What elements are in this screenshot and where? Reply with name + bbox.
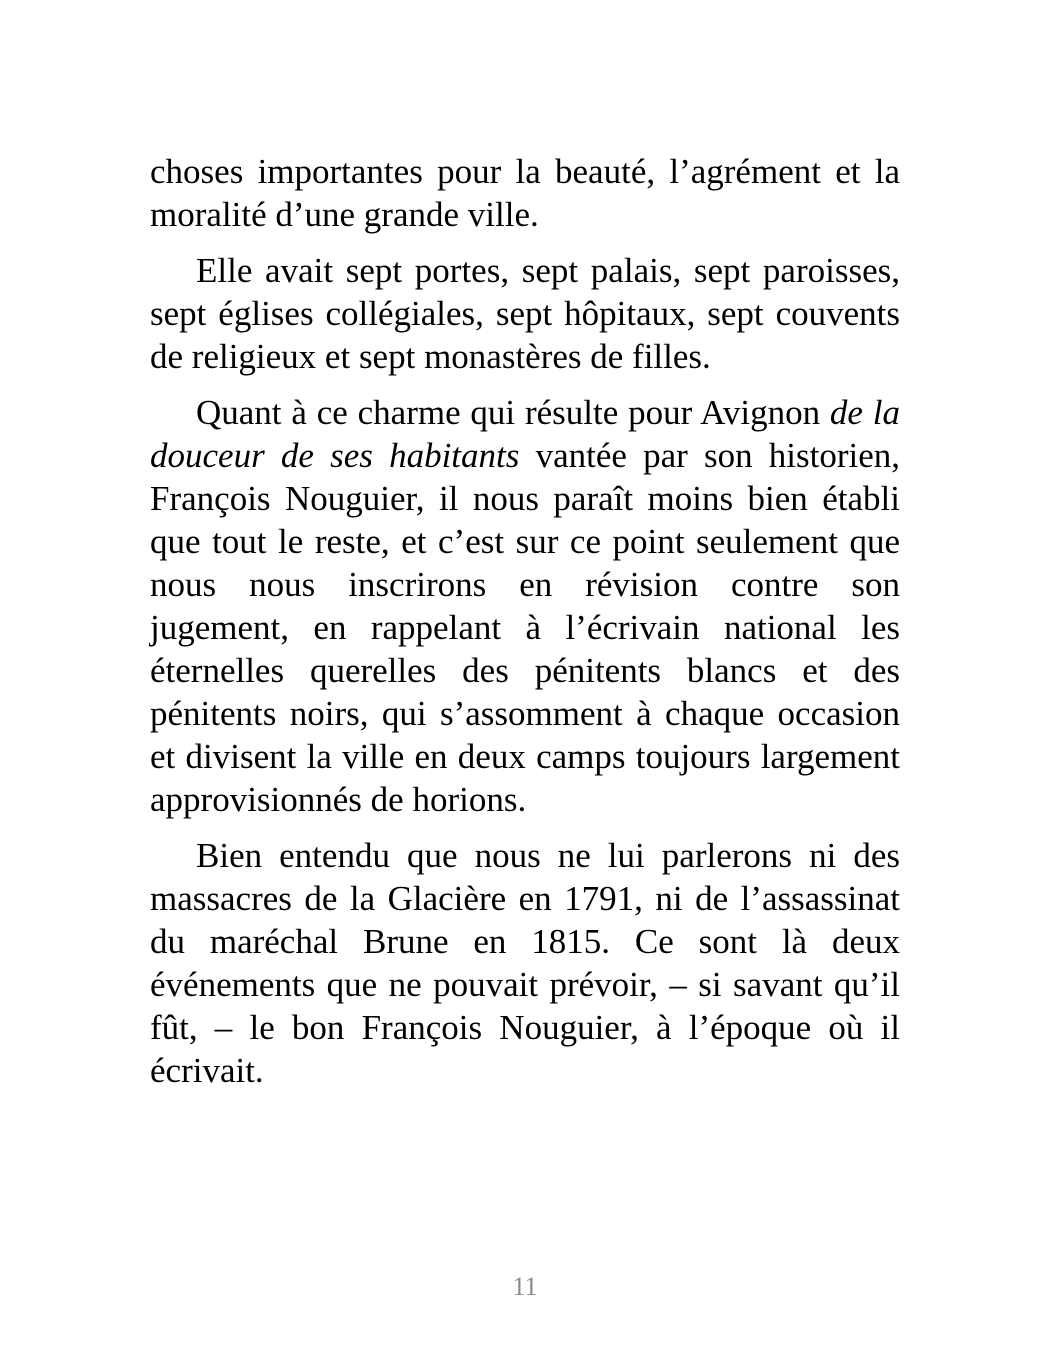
page-number: 11	[512, 1272, 538, 1301]
page-body	[150, 150, 900, 1105]
paragraph-3	[150, 391, 900, 821]
paragraph-3-italic: de la douceur de ses habitants	[150, 393, 900, 475]
paragraph-3-text-after: vantée par son historien, François Nouguier, il nous paraît moins bien établi que tout le reste, et c’est sur ce point seulement que nous nous inscrirons en révision contre son jugement, en rappelant à l’écrivain national les éternelles querelles des pénitents blancs et des pénitents noirs, qui s’assomment à chaque occasion et divisent la ville en deux camps toujours largement approvisionnés de horions.	[150, 436, 901, 819]
paragraph-2: Elle avait sept portes, sept palais, sept paroisses, sept églises collégiales, sept hôpitaux, sept couvents de religieux et sept monastères de filles.	[150, 251, 900, 376]
paragraph-1: choses importantes pour la beauté, l’agrément et la moralité d’une grande ville.	[150, 152, 900, 234]
paragraph-4: Bien entendu que nous ne lui parlerons ni des massacres de la Glacière en 1791, ni de l’assassinat du maréchal Brune en 1815. Ce sont là deux événements que ne pouvait prévoir, – si savant qu’il fût, – le bon François Nouguier, à l’époque où il écrivait.	[150, 836, 900, 1090]
paragraph-3-text-before: Quant à ce charme qui résulte pour Avignon	[196, 393, 830, 432]
